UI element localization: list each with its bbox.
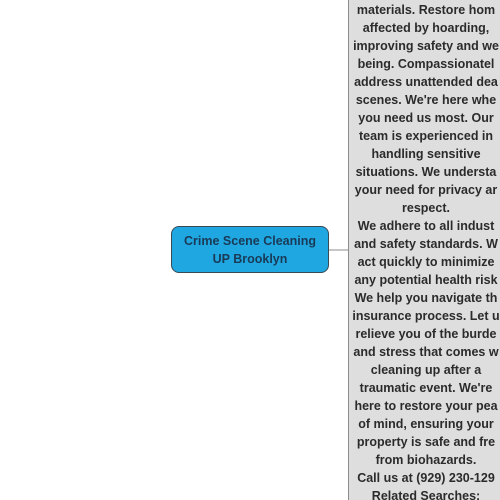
child-text-line: We adhere to all indust	[357, 219, 495, 233]
child-text-lines	[349, 1, 500, 500]
child-text-line: Call us at (929) 230-129	[357, 471, 495, 485]
child-text-line: you need us most. Our	[358, 111, 494, 125]
child-text-line: here to restore your pea	[354, 399, 498, 413]
child-text-line: and stress that comes w	[353, 345, 499, 359]
child-text-line: insurance process. Let u	[352, 309, 500, 323]
child-text-line: any potential health risk	[354, 273, 498, 287]
root-topic-node[interactable]	[171, 226, 329, 273]
child-text-line: and safety standards. W	[354, 237, 498, 251]
child-text-line: scenes. We're here whe	[355, 93, 497, 107]
child-text-line: being. Compassionatel	[357, 57, 495, 71]
root-topic-label	[184, 232, 316, 268]
child-text-line: We help you navigate th	[354, 291, 498, 305]
child-text-line: traumatic event. We're	[359, 381, 493, 395]
child-text-line: affected by hoarding,	[362, 21, 490, 35]
child-text-line: from biohazards.	[375, 453, 477, 467]
root-topic-label-line1: Crime Scene Cleaning	[184, 233, 316, 248]
child-text-line: situations. We understa	[355, 165, 497, 179]
child-text-line: of mind, ensuring your	[358, 417, 494, 431]
child-text-line: act quickly to minimize	[357, 255, 495, 269]
child-text-line: Related Searches:	[371, 489, 481, 500]
child-text-line: address unattended dea	[354, 75, 498, 89]
child-text-node[interactable]	[348, 0, 500, 500]
child-text-line: team is experienced in	[358, 129, 494, 143]
child-text-line: your need for privacy ar	[354, 183, 498, 197]
child-text-line: relieve you of the burde	[355, 327, 497, 341]
child-text-line: handling sensitive	[371, 147, 481, 161]
child-text-line: improving safety and we	[353, 39, 499, 53]
child-text-line: respect.	[402, 201, 450, 215]
child-text-line: property is safe and fre	[356, 435, 496, 449]
child-text-line: materials. Restore hom	[356, 3, 496, 17]
root-topic-label-line2: UP Brooklyn	[212, 251, 288, 266]
child-text-line: cleaning up after a	[370, 363, 482, 377]
